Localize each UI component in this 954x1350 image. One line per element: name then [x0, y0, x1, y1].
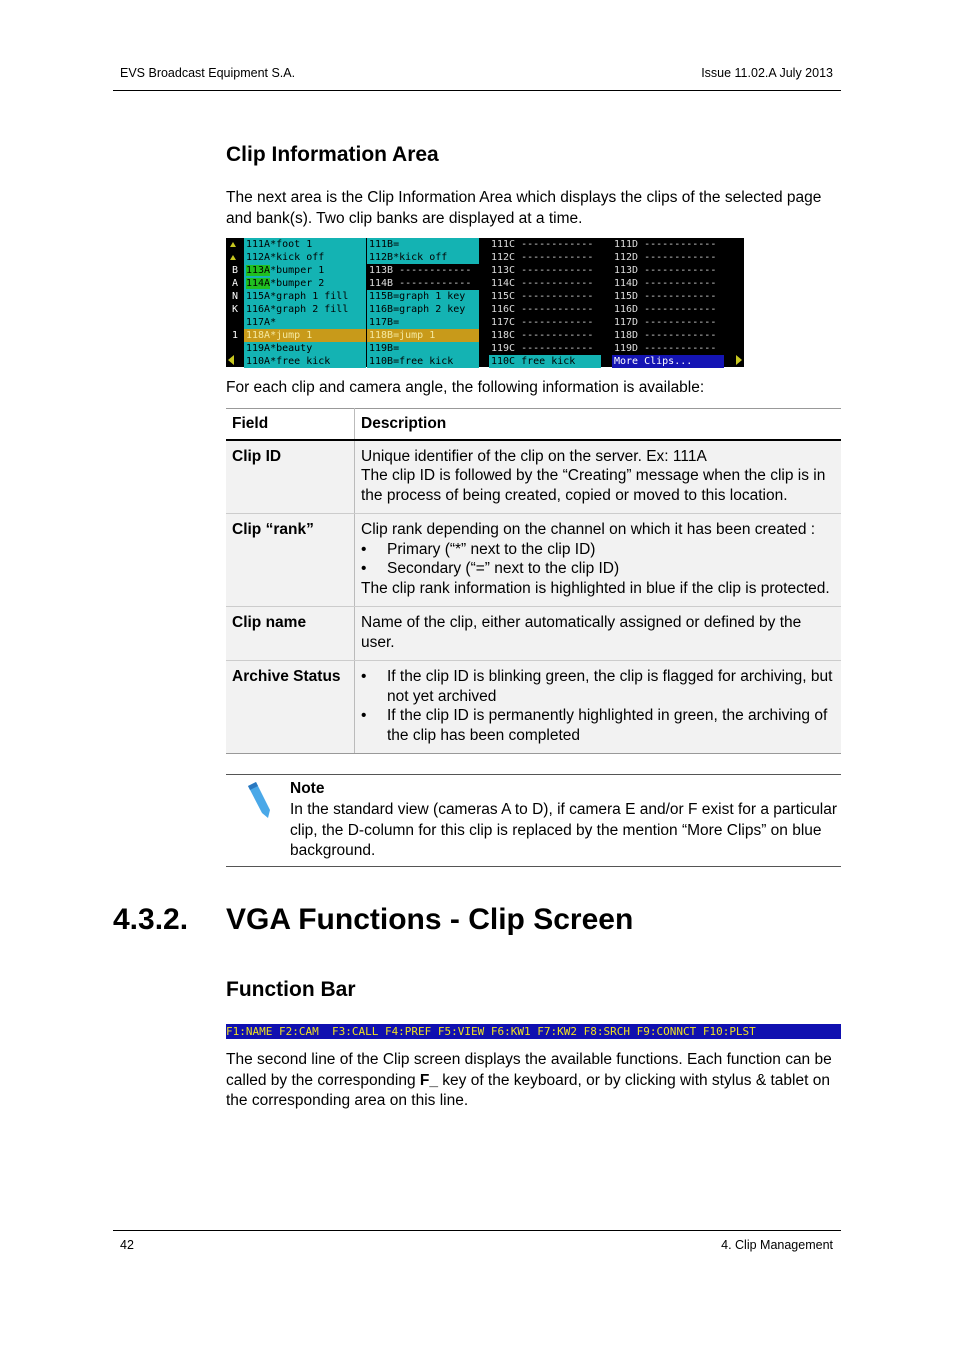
clip-entry: 116B=graph 2 key — [367, 303, 479, 316]
archived-clip-id: 114A — [246, 278, 271, 289]
bullet-item: • If the clip ID is permanently highlighted in green, the archiving of the clip has been completed — [361, 706, 835, 745]
clip-entry: 110A*free kick — [244, 355, 366, 368]
archived-clip-id: 113A — [246, 265, 271, 276]
section-number: 4.3.2. — [113, 903, 189, 936]
clip-entry: 113B ------------ — [369, 265, 472, 276]
function-key-label: F_ — [419, 1071, 438, 1089]
description-clip-rank — [355, 514, 842, 607]
description-line: Unique identifier of the clip on the server. Ex: 111A — [361, 447, 707, 465]
description-clip-id — [355, 440, 842, 514]
bank-label: K — [231, 304, 239, 315]
note-bottom-rule — [226, 866, 841, 867]
clip-entry: 111B= — [367, 238, 479, 251]
clip-entry: 115B=graph 1 key — [367, 290, 479, 303]
clip-info-table — [226, 408, 841, 754]
description-text: The second line of the Clip screen displays the available functions. Each function can be called by the corresponding — [226, 1051, 832, 1089]
clip-info-intro: The next area is the Clip Information Area which displays the clips of the selected page and bank(s). Two clip banks are displayed at a time. — [226, 189, 822, 227]
field-clip-name: Clip name — [226, 607, 355, 661]
clip-entry: 114B ------------ — [369, 278, 472, 289]
note-title: Note — [290, 780, 325, 797]
clip-entry: 119B= — [367, 342, 479, 355]
clip-entry: 111C ------------ — [491, 239, 594, 250]
clip-entry: 119A*beauty — [244, 342, 366, 355]
clip-entry: 116A*graph 2 fill — [244, 303, 366, 316]
clip-entry: 111A*foot 1 — [244, 238, 366, 251]
clip-entry — [244, 277, 366, 290]
function-bar-image: F1:NAME F2:CAM F3:CALL F4:PREF F5:VIEW F6:KW1 F7:KW2 F8:SRCH F9:CONNCT F10:PLST — [226, 1024, 841, 1039]
footer-rule — [113, 1230, 841, 1231]
description-line: Clip rank depending on the channel on which it has been created : — [361, 521, 816, 538]
clip-entry: 114C ------------ — [491, 278, 594, 289]
bullet-item: • Primary (“*” next to the clip ID) — [361, 540, 835, 560]
clip-entry: 119C ------------ — [491, 343, 594, 354]
clip-entry: 116C ------------ — [491, 304, 594, 315]
table-row — [226, 514, 841, 607]
clip-entry: 117D ------------ — [614, 317, 717, 328]
clip-entry — [244, 264, 366, 277]
clip-entry: 111D ------------ — [614, 239, 717, 250]
table-header-description: Description — [355, 409, 842, 440]
bank-label: B — [231, 265, 239, 276]
clip-screen-image — [226, 238, 744, 367]
clip-entry: 117A* — [244, 316, 366, 329]
field-clip-id: Clip ID — [226, 440, 355, 514]
scroll-up-arrow-icon — [230, 242, 236, 247]
field-archive-status: Archive Status — [226, 661, 355, 754]
clip-entry: 118D ------------ — [614, 330, 717, 341]
clip-entry: 110C free kick — [489, 355, 601, 368]
table-caption: For each clip and camera angle, the following information is available: — [226, 379, 705, 396]
description-clip-name — [355, 607, 842, 661]
clip-entry: 114D ------------ — [614, 278, 717, 289]
page-right-arrow-icon — [736, 355, 742, 365]
header-issue: Issue 11.02.A July 2013 — [701, 66, 833, 80]
clip-entry: 112D ------------ — [614, 252, 717, 263]
clip-entry: 113D ------------ — [614, 265, 717, 276]
description-text: key of the keyboard, or by clicking with stylus & tablet on the corresponding area on this line. — [226, 1071, 830, 1109]
clip-entry-text: *bumper 1 — [270, 265, 325, 276]
page-left-arrow-icon — [228, 355, 234, 365]
description-archive-status — [355, 661, 842, 754]
clip-entry: 113C ------------ — [491, 265, 594, 276]
clip-entry: 118B=jump 1 — [367, 329, 479, 342]
clip-entry: 119D ------------ — [614, 343, 717, 354]
bank-label: 1 — [231, 330, 239, 341]
clip-entry: 112C ------------ — [491, 252, 594, 263]
clip-entry: 115D ------------ — [614, 291, 717, 302]
table-row — [226, 661, 841, 754]
clip-entry: 112B*kick off — [367, 251, 479, 264]
description-line: The clip ID is followed by the “Creating” message when the clip is in the process of being created, copied or moved to this location. — [361, 467, 826, 504]
clip-entry: 117B= — [367, 316, 479, 329]
table-row — [226, 607, 841, 661]
description-line: Name of the clip, either automatically assigned or defined by the user. — [361, 614, 802, 651]
bullet-item: • If the clip ID is blinking green, the clip is flagged for archiving, but not yet archived — [361, 667, 835, 706]
function-bar-description — [226, 1050, 841, 1112]
table-header-field: Field — [226, 409, 355, 440]
clip-entry: 117C ------------ — [491, 317, 594, 328]
bullet-item: • Secondary (“=” next to the clip ID) — [361, 559, 835, 579]
clip-entry-text: *bumper 2 — [270, 278, 325, 289]
clip-entry: 115A*graph 1 fill — [244, 290, 366, 303]
scroll-up-arrow-icon — [230, 255, 236, 260]
clip-info-heading: Clip Information Area — [226, 143, 439, 166]
bank-label: N — [231, 291, 239, 302]
footer-page-number: 42 — [120, 1238, 134, 1252]
pencil-icon — [244, 780, 274, 820]
clip-entry: 110B=free kick — [367, 355, 479, 368]
clip-entry: 118C ------------ — [491, 330, 594, 341]
note-top-rule — [226, 774, 841, 775]
bank-label: A — [231, 278, 239, 289]
clip-entry: More Clips... — [612, 355, 724, 368]
table-row — [226, 440, 841, 514]
function-bar-heading: Function Bar — [226, 978, 356, 1001]
clip-entry: 112A*kick off — [244, 251, 366, 264]
header-rule — [113, 90, 841, 91]
field-clip-rank: Clip “rank” — [226, 514, 355, 607]
clip-entry: 115C ------------ — [491, 291, 594, 302]
description-line: The clip rank information is highlighted in blue if the clip is protected. — [361, 579, 830, 597]
clip-entry: 116D ------------ — [614, 304, 717, 315]
footer-chapter: 4. Clip Management — [721, 1238, 833, 1252]
header-company: EVS Broadcast Equipment S.A. — [120, 66, 296, 80]
note-body: In the standard view (cameras A to D), if camera E and/or F exist for a particular clip, the D-column for this clip is replaced by the mention “More Clips” on blue background. — [290, 801, 838, 859]
clip-entry: 118A*jump 1 — [244, 329, 366, 342]
section-title: VGA Functions - Clip Screen — [226, 903, 634, 936]
